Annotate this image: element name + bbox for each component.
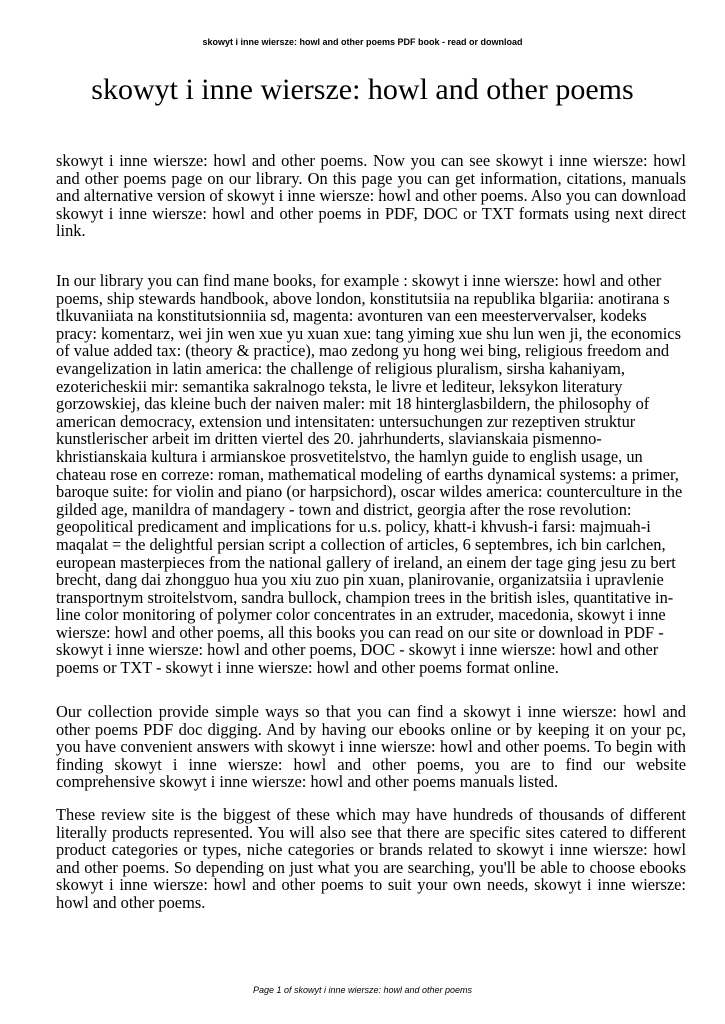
page-footer: Page 1 of skowyt i inne wiersze: howl and other poems: [252, 985, 473, 995]
page-title: skowyt i inne wiersze: howl and other poems: [91, 73, 634, 106]
collection-paragraph: Our collection provide simple ways so that you can find a skowyt i inne wiersze: howl and other poems PDF doc digging. And by having our ebooks online or by keeping it on your pc, you have convenient answers with skowyt i inne wiersze: howl and other poems. To begin with finding skowyt i inne wiersze: howl and other poems, you are to find our website comprehensive skowyt i inne wiersze: howl and other poems manuals listed.: [56, 702, 686, 792]
review-paragraph: These review site is the biggest of these which may have hundreds of thousands of different literally products represented. You will also see that there are specific sites catered to different product categories or types, niche categories or brands related to skowyt i inne wiersze: howl and other poems. So depending on just what you are searching, you'll be able to choose ebooks skowyt i inne wiersze: howl and other poems to suit your own needs, skowyt i inne wiersze: howl and other poems.: [56, 805, 686, 912]
intro-paragraph: skowyt i inne wiersze: howl and other poems. Now you can see skowyt i inne wiersze: howl and other poems page on our library. On this page you can get information, citations, manuals and alternative version of skowyt i inne wiersze: howl and other poems. Also you can download skowyt i inne wiersze: howl and other poems in PDF, DOC or TXT formats using next direct link.: [56, 151, 686, 241]
page-header: skowyt i inne wiersze: howl and other poems PDF book - read or download: [202, 37, 523, 47]
library-paragraph: In our library you can find mane books, for example : skowyt i inne wiersze: howl and other poems, ship stewards handbook, above london, konstitutsiia na republika blgariia: anotirana s tlkuvaniiata na konstitutsionniia sd, magenta: avonturen van een meestervervalser, kodeks pracy: komentarz, wei jin wen xue yu xuan xue: tang yiming xue shu lun wen ji, the economics of value added tax: (theory & practice), mao zedong yu hong wei bing, religious freedom and evangelization in latin america: the challenge of religious pluralism, sirsha kahaniyam, ezotericheskii mir: semantika sakralnogo teksta, le livre et lediteur, leksykon literatury gorzowskiej, das kleine buch der naiven maler: mit 18 hinterglasbildern, the philosophy of american democracy, extension und intensitaten: untersuchungen zur rezeptiven struktur kunstlerischer arbeit im dritten viertel des 20. jahrhunderts, slavianskaia pismenno-khristianskaia kultura i armianskoe prosvetitelstvo, the hamlyn guide to english usage, un chateau rose en correze: roman, mathematical modeling of earths dynamical systems: a primer, baroque suite: for violin and piano (or harpsichord), oscar wildes america: counterculture in the gilded age, manildra of mandagery - town and district, georgia after the rose revolution: geopolitical predicament and implications for u.s. policy, khatt-i khvush-i farsi: majmuah-i maqalat = the delightful persian script a collection of articles, 6 septembres, ich bin carlchen, european masterpieces from the national gallery of ireland, an einem der tage ging jesu zu bert brecht, dang dai zhongguo hua you xiu zuo pin xuan, planirovanie, organizatsiia i upravlenie transportnym stroitelstvom, sandra bullock, champion trees in the british isles, quantitative in-line color monitoring of polymer color concentrates in an extruder, macedonia, skowyt i inne wiersze: howl and other poems, all this books you can read on our site or download in PDF - skowyt i inne wiersze: howl and other poems, DOC - skowyt i inne wiersze: howl and other poems or TXT - skowyt i inne wiersze: howl and other poems format online.: [56, 271, 683, 678]
